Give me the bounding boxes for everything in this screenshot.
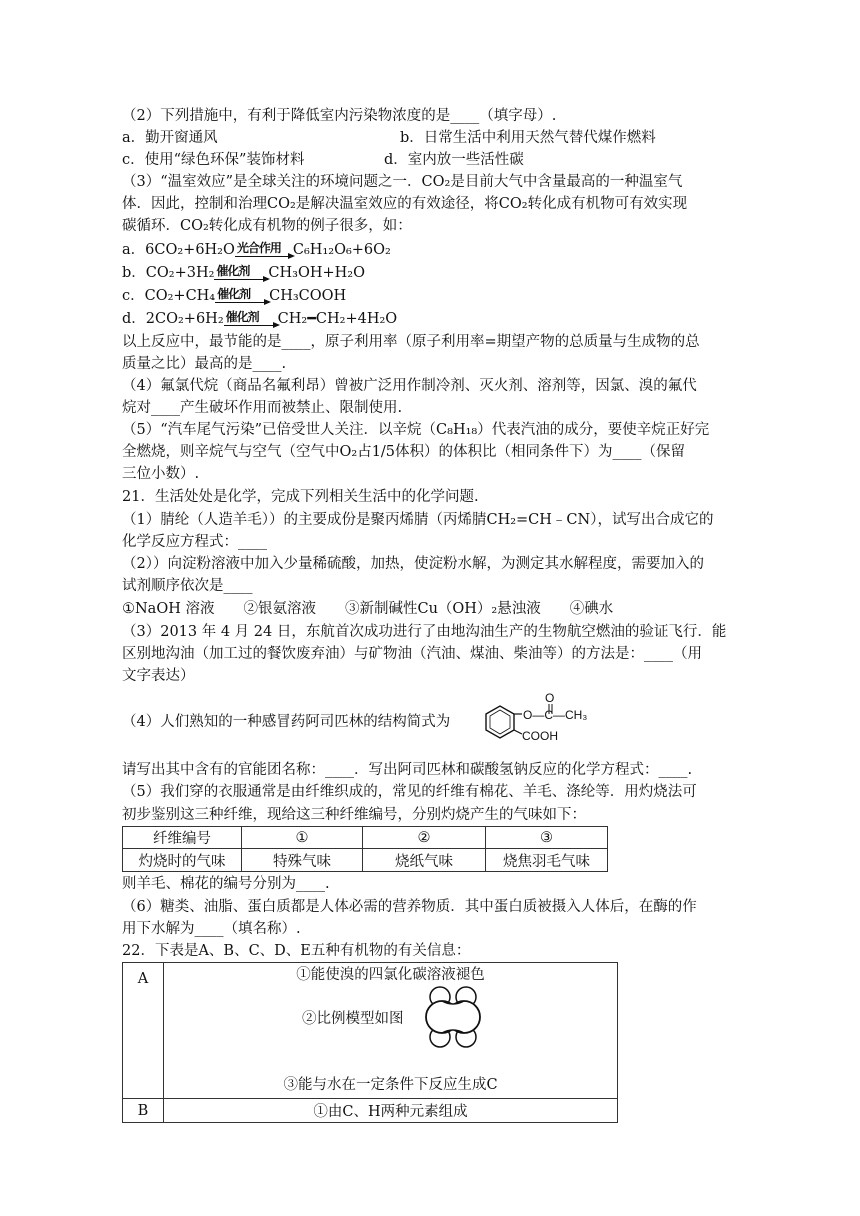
q21-part3-line3: 文字表达） <box>122 668 195 684</box>
reaction-c-condition: 催化剂 <box>217 287 251 301</box>
q21-part3-line1: （3）2013 年 4 月 24 日，东航首次成功进行了由地沟油生产的生物航空燃油的验证飞行．能 <box>122 624 727 640</box>
reaction-d-products: CH₂━CH₂+4H₂O <box>277 311 398 327</box>
q21-part4-line2: 请写出其中含有的官能团名称：____．写出阿司匹林和碳酸氢钠反应的化学方程式：____. <box>122 762 693 778</box>
ethylene-ball-model-image <box>422 985 484 1049</box>
q22-title: 22．下表是A、B、C、D、E五种有机物的有关信息： <box>122 943 471 959</box>
q20-part3-line3: 碳循环．CO₂转化成有机物的例子很多，如： <box>122 218 412 234</box>
row-b-item-1: ①由C、H两种元素组成 <box>164 1099 618 1123</box>
q20-option-a: a．勤开窗通风 <box>122 130 218 146</box>
table-cell: 特殊气味 <box>242 849 363 872</box>
row-a-item-2: ②比例模型如图 <box>302 1011 404 1027</box>
table-cell: 烧焦羽毛气味 <box>486 849 608 872</box>
reaction-d-condition: 催化剂 <box>225 310 259 324</box>
fiber-odor-table <box>122 826 608 872</box>
q21-part5-line1: （5）我们穿的衣服通常是由纤维织成的，常见的纤维有棉花、羊毛、涤纶等．用灼烧法可 <box>122 784 697 800</box>
q20-part3-line2: 体．因此，控制和治理CO₂是解决温室效应的有效途径，将CO₂转化成有机物可有效实现 <box>122 196 688 212</box>
reaction-c-reactants: c．CO₂+CH₄ <box>122 288 216 304</box>
q21-part5-line2: 初步鉴别这三种纤维，现给这三种纤维编号，分别灼烧产生的气味如下： <box>122 807 586 823</box>
table-cell: ① <box>242 827 363 849</box>
q20-part3-line5: 质量之比）最高的是____. <box>122 356 287 372</box>
q20-part2: （2）下列措施中，有利于降低室内污染物浓度的是____（填字母）. <box>122 108 557 124</box>
q21-title: 21．生活处处是化学，完成下列相关生活中的化学问题. <box>122 489 479 505</box>
q21-part5-line3: 则羊毛、棉花的编号分别为____. <box>122 876 330 892</box>
q20-option-d: d．室内放一些活性碳 <box>384 152 524 168</box>
q21-part1-line1: （1）腈纶（人造羊毛））的主要成份是聚丙烯腈（丙烯腈CH₂=CH﹣CN），试写出合成它的 <box>122 512 714 528</box>
q21-part6-line2: 用下水解为____（填名称）. <box>122 921 301 937</box>
q21-part1-line2: 化学反应方程式：____ <box>122 534 267 550</box>
row-label-a: A <box>123 963 164 1099</box>
q21-part2-line2: 试剂顺序依次是____ <box>122 578 253 594</box>
q21-part4-line1: （4）人们熟知的一种感冒药阿司匹林的结构简式为 <box>122 714 451 730</box>
q21-part6-line1: （6）糖类、油脂、蛋白质都是人体必需的营养物质．其中蛋白质被摄入人体后，在酶的作 <box>122 899 697 915</box>
q21-part3-line2: 区别地沟油（加工过的餐饮废弃油）与矿物油（汽油、煤油、柴油等）的方法是：____（用 <box>122 646 702 662</box>
reaction-b-condition: 催化剂 <box>216 264 250 278</box>
reaction-c <box>122 286 346 306</box>
reaction-arrow <box>224 309 278 329</box>
reaction-a-products: C₆H₁₂O₆+6O₂ <box>292 242 391 258</box>
reaction-a <box>122 240 391 260</box>
q20-option-b: b．日常生活中利用天然气替代煤作燃料 <box>400 130 656 146</box>
reaction-b-reactants: b．CO₂+3H₂ <box>122 265 215 281</box>
q20-part5-line3: 三位小数）. <box>122 466 200 482</box>
reaction-arrow <box>214 263 268 283</box>
aspirin-carboxyl: COOH <box>522 729 558 743</box>
table-row <box>123 963 618 1099</box>
q20-part5-line2: 全燃烧，则辛烷气与空气（空气中O₂占1/5体积）的体积比（相同条件下）为____（保留 <box>122 444 686 460</box>
q21-part2-line1: （2））向淀粉溶液中加入少量稀硫酸，加热，使淀粉水解，为测定其水解程度，需要加入的 <box>122 556 704 572</box>
q20-part4-line1: （4）氟氯代烷（商品名氟利昂）曾被广泛用作制冷剂、灭火剂、溶剂等，因氯、溴的氟代 <box>122 378 697 394</box>
table-cell: 纤维编号 <box>123 827 242 849</box>
row-label-b: B <box>123 1099 164 1123</box>
reaction-a-condition: 光合作用 <box>236 241 281 255</box>
aspirin-oxygen: O <box>545 692 555 705</box>
reaction-arrow <box>235 240 293 260</box>
organic-info-table <box>122 962 618 1123</box>
reaction-a-reactants: a．6CO₂+6H₂O <box>122 242 235 258</box>
reaction-d-reactants: d．2CO₂+6H₂ <box>122 311 224 327</box>
table-cell: ② <box>363 827 486 849</box>
table-cell: 烧纸气味 <box>363 849 486 872</box>
reaction-arrow <box>215 286 269 306</box>
row-a-item-3: ③能与水在一定条件下反应生成C <box>283 1077 498 1093</box>
reaction-d <box>122 309 397 329</box>
q20-part5-line1: （5）“汽车尾气污染”已倍受世人关注．以辛烷（C₈H₁₈）代表汽油的成分，要使辛烷正好完 <box>122 422 710 438</box>
table-row <box>123 827 608 849</box>
row-a-item-1: ①能使溴的四氯化碳溶液褪色 <box>296 967 485 983</box>
table-cell: ③ <box>486 827 608 849</box>
q21-part2-options: ①NaOH 溶液 ②银氨溶液 ③新制碱性Cu（OH）₂悬浊液 ④碘水 <box>122 601 614 617</box>
reaction-b-products: CH₃OH+H₂O <box>268 265 366 281</box>
reaction-b <box>122 263 365 283</box>
row-a-content <box>164 963 618 1099</box>
table-cell: 灼烧时的气味 <box>123 849 242 872</box>
table-row <box>123 1099 618 1123</box>
reaction-c-products: CH₃COOH <box>269 288 347 304</box>
q20-part3-line1: （3）“温室效应”是全球关注的环境问题之一．CO₂是目前大气中含量最高的一种温室气 <box>122 174 683 190</box>
aspirin-ester-chain: O—C—CH₃ <box>523 708 588 722</box>
aspirin-structure-image <box>470 692 610 750</box>
q20-part4-line2: 烷对____产生破坏作用而被禁止、限制使用. <box>122 400 403 416</box>
q20-part3-line4: 以上反应中，最节能的是____，原子利用率（原子利用率=期望产物的总质量与生成物的总 <box>122 334 700 350</box>
q20-option-c: c．使用“绿色环保”装饰材料 <box>122 152 305 168</box>
table-row <box>123 849 608 872</box>
